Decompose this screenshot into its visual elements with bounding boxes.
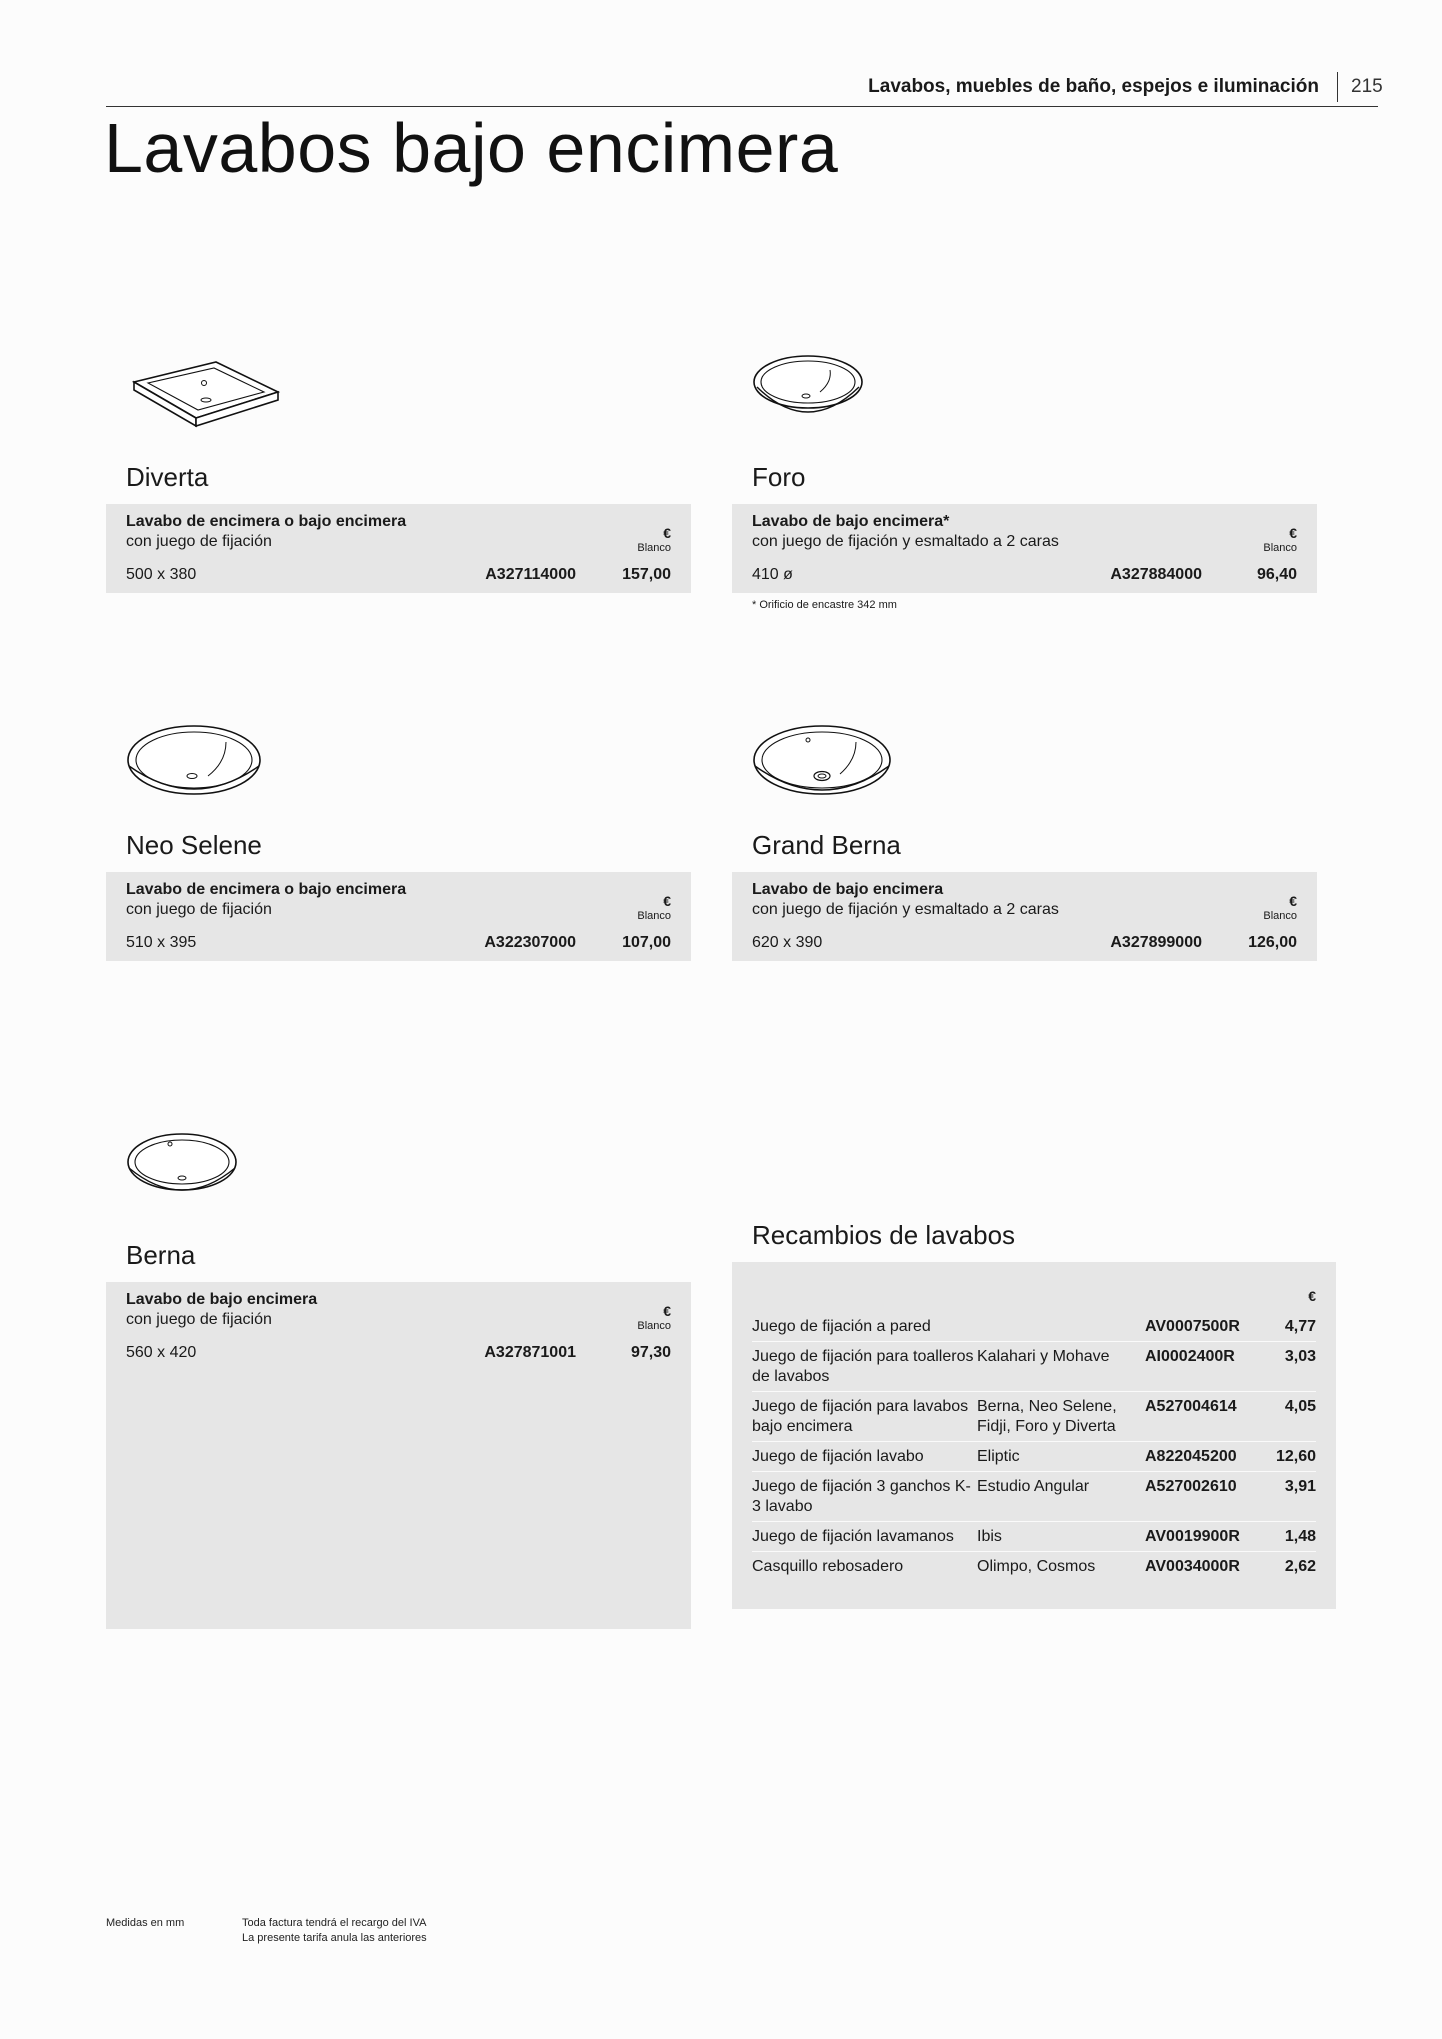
part-price: 3,91 xyxy=(1284,1478,1316,1495)
spares-table xyxy=(752,1312,1316,1581)
part-code: A822045200 xyxy=(1145,1448,1237,1465)
part-name: Juego de fijación lavabo xyxy=(752,1448,924,1465)
product-code: A322307000 xyxy=(484,934,576,951)
part-name: Juego de fijación para lavabos bajo encimera xyxy=(752,1398,969,1435)
product-size: 620 x 390 xyxy=(752,934,823,951)
product-subtitle: con juego de fijación xyxy=(126,533,272,550)
part-name: Casquillo rebosadero xyxy=(752,1558,904,1575)
footer-note: Toda factura tendrá el recargo del IVA xyxy=(242,1917,427,1929)
product-subtitle: con juego de fijación xyxy=(126,1311,272,1328)
currency-symbol: € xyxy=(663,893,671,909)
product-panel xyxy=(106,504,691,593)
part-models: Eliptic xyxy=(977,1448,1020,1465)
part-code: AV0019900R xyxy=(1145,1528,1240,1545)
product-neo-selene xyxy=(106,720,691,961)
currency-symbol: € xyxy=(1308,1288,1316,1304)
part-code: AV0007500R xyxy=(1145,1318,1240,1335)
product-size: 410 ø xyxy=(752,566,793,583)
part-models: Kalahari y Mohave xyxy=(977,1348,1110,1365)
product-title: Lavabo de bajo encimera xyxy=(752,881,944,898)
table-row xyxy=(752,1551,1316,1581)
part-price: 12,60 xyxy=(1275,1448,1316,1465)
product-panel xyxy=(106,1282,691,1629)
product-code: A327899000 xyxy=(1110,934,1202,951)
product-title: Lavabo de encimera o bajo encimera xyxy=(126,881,407,898)
product-diverta xyxy=(106,352,691,593)
currency-symbol: € xyxy=(1289,525,1297,541)
product-berna xyxy=(106,1130,691,1629)
part-price: 4,05 xyxy=(1284,1398,1316,1415)
currency-symbol: € xyxy=(1289,893,1297,909)
product-price: 157,00 xyxy=(622,566,671,583)
product-row xyxy=(752,564,1297,593)
product-panel xyxy=(106,872,691,961)
product-price: 107,00 xyxy=(622,934,671,951)
part-price: 4,77 xyxy=(1284,1318,1316,1335)
product-grand-berna xyxy=(732,720,1317,961)
round-basin-icon xyxy=(752,352,912,462)
part-name: Juego de fijación para toalleros de lavabos xyxy=(752,1348,974,1385)
oval-basin-icon xyxy=(126,1130,286,1240)
page-title: Lavabos bajo encimera xyxy=(104,109,839,187)
part-code: AV0034000R xyxy=(1145,1558,1240,1575)
product-price: 126,00 xyxy=(1248,934,1297,951)
product-code: A327114000 xyxy=(485,566,576,583)
product-title: Lavabo de bajo encimera xyxy=(126,1291,318,1308)
product-code: A327871001 xyxy=(484,1344,576,1361)
spares-title: Recambios de lavabos xyxy=(752,1220,1016,1250)
spares-panel xyxy=(732,1262,1336,1609)
color-label: Blanco xyxy=(637,542,671,554)
product-row xyxy=(126,1342,671,1371)
product-name: Foro xyxy=(752,462,806,492)
page-number: 215 xyxy=(1351,76,1383,97)
product-panel xyxy=(732,872,1317,961)
part-code: A527004614 xyxy=(1145,1398,1237,1415)
part-models: Olimpo, Cosmos xyxy=(977,1558,1096,1575)
footer-note: La presente tarifa anula las anteriores xyxy=(242,1932,427,1944)
oval-basin-icon xyxy=(126,720,286,830)
product-row xyxy=(126,932,671,961)
table-row xyxy=(752,1312,1316,1341)
part-code: AI0002400R xyxy=(1145,1348,1235,1365)
product-subtitle: con juego de fijación y esmaltado a 2 caras xyxy=(752,533,1059,550)
oval-basin-icon xyxy=(752,720,912,830)
color-label: Blanco xyxy=(637,910,671,922)
part-price: 2,62 xyxy=(1284,1558,1316,1575)
product-row xyxy=(126,564,671,593)
header-rule xyxy=(106,106,1378,107)
product-row xyxy=(752,932,1297,961)
part-models: Estudio Angular xyxy=(977,1478,1090,1495)
product-code: A327884000 xyxy=(1110,566,1202,583)
product-subtitle: con juego de fijación y esmaltado a 2 caras xyxy=(752,901,1059,918)
product-name: Grand Berna xyxy=(752,830,901,860)
section-title: Lavabos, muebles de baño, espejos e iluminación xyxy=(868,72,1338,102)
spare-parts xyxy=(732,1220,1336,1609)
table-row xyxy=(752,1341,1316,1391)
color-label: Blanco xyxy=(637,1320,671,1332)
table-row xyxy=(752,1471,1316,1521)
color-label: Blanco xyxy=(1263,910,1297,922)
part-code: A527002610 xyxy=(1145,1478,1237,1495)
product-size: 510 x 395 xyxy=(126,934,197,951)
color-label: Blanco xyxy=(1263,542,1297,554)
product-size: 560 x 420 xyxy=(126,1344,197,1361)
product-panel xyxy=(732,504,1317,593)
part-models: Berna, Neo Selene, Fidji, Foro y Diverta xyxy=(977,1398,1117,1435)
product-foro xyxy=(732,352,1317,611)
table-row xyxy=(752,1521,1316,1551)
product-name: Berna xyxy=(126,1240,196,1270)
product-title: Lavabo de encimera o bajo encimera xyxy=(126,513,407,530)
rectangular-basin-icon xyxy=(126,352,286,462)
table-row xyxy=(752,1391,1316,1441)
part-name: Juego de fijación 3 ganchos K-3 lavabo xyxy=(752,1478,971,1515)
part-name: Juego de fijación a pared xyxy=(752,1318,931,1335)
part-price: 1,48 xyxy=(1284,1528,1316,1545)
currency-symbol: € xyxy=(663,525,671,541)
table-row xyxy=(752,1441,1316,1471)
part-name: Juego de fijación lavamanos xyxy=(752,1528,954,1545)
product-title: Lavabo de bajo encimera* xyxy=(752,513,950,530)
footnote: * Orificio de encastre 342 mm xyxy=(752,599,897,611)
part-price: 3,03 xyxy=(1284,1348,1316,1365)
product-subtitle: con juego de fijación xyxy=(126,901,272,918)
product-size: 500 x 380 xyxy=(126,566,197,583)
product-name: Neo Selene xyxy=(126,830,262,860)
product-name: Diverta xyxy=(126,462,209,492)
currency-symbol: € xyxy=(663,1303,671,1319)
footer-units: Medidas en mm xyxy=(106,1917,185,1929)
footer-notes xyxy=(242,1916,427,1946)
product-price: 97,30 xyxy=(630,1344,671,1361)
product-price: 96,40 xyxy=(1256,566,1297,583)
part-models: Ibis xyxy=(977,1528,1002,1545)
